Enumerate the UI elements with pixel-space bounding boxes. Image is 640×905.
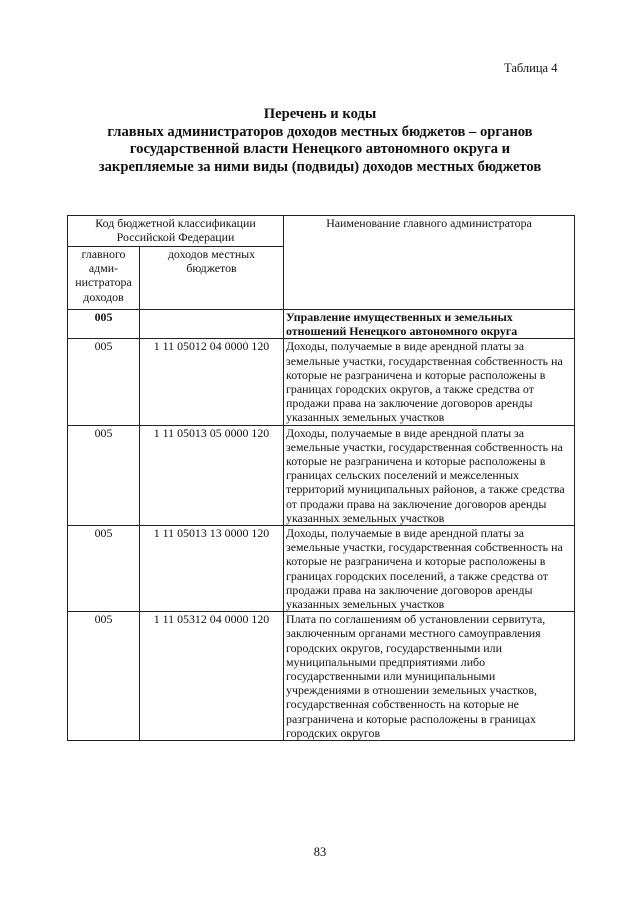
title-line: государственной власти Ненецкого автономного округа и bbox=[129, 141, 511, 157]
admin-code-cell: 005 bbox=[68, 425, 140, 525]
income-code-cell: 1 11 05013 05 0000 120 bbox=[140, 425, 284, 525]
income-code-cell: 1 11 05312 04 0000 120 bbox=[140, 612, 284, 741]
title-line: главных администраторов доходов местных бюджетов – органов bbox=[107, 123, 533, 140]
header-budget-classification: Код бюджетной классификации Российской Федерации bbox=[68, 216, 284, 247]
header-main-admin-code: главного адми-нистратора доходов bbox=[68, 247, 140, 310]
section-income-code bbox=[140, 310, 284, 339]
admin-code-cell: 005 bbox=[68, 339, 140, 425]
table-row bbox=[68, 526, 575, 612]
section-administrator-name: Управление имущественных и земельных отношений Ненецкого автономного округа bbox=[284, 310, 575, 339]
admin-codes-table bbox=[67, 215, 575, 741]
title-line: закрепляемые за ними виды (подвиды) доходов местных бюджетов bbox=[98, 158, 542, 175]
income-name-cell: Доходы, получаемые в виде арендной платы за земельные участки, государственная собственность на которые не разграничена и которые расположены в границах сельских поселений и межселенных территорий муниципальных районов, а также средства от продажи права на заключение договоров аренды указанных земельных участков bbox=[284, 425, 575, 525]
income-code-cell: 1 11 05012 04 0000 120 bbox=[140, 339, 284, 425]
table-label: Таблица 4 bbox=[504, 61, 558, 75]
income-name-cell: Доходы, получаемые в виде арендной платы за земельные участки, государственная собственность на которые не разграничена и которые расположены в границах городских округов, а также средства от продажи права на заключение договоров аренды указанных земельных участков bbox=[284, 339, 575, 425]
section-admin-code: 005 bbox=[68, 310, 140, 339]
header-administrator-name: Наименование главного администратора bbox=[284, 216, 575, 310]
header-income-code: доходов местных бюджетов bbox=[140, 247, 284, 310]
table-row bbox=[68, 425, 575, 525]
page-number: 83 bbox=[313, 845, 327, 859]
header-row bbox=[68, 216, 575, 247]
admin-code-cell: 005 bbox=[68, 612, 140, 741]
income-name-cell: Доходы, получаемые в виде арендной платы за земельные участки, государственная собственность на которые не разграничена и которые расположены в границах городских поселений, а также средства от продажи права на заключение договоров аренды указанных земельных участков bbox=[284, 526, 575, 612]
title-line: Перечень и коды bbox=[263, 106, 377, 122]
table-row bbox=[68, 339, 575, 425]
document-title bbox=[60, 106, 580, 176]
table-row bbox=[68, 612, 575, 741]
admin-code-cell: 005 bbox=[68, 526, 140, 612]
section-row bbox=[68, 310, 575, 339]
income-code-cell: 1 11 05013 13 0000 120 bbox=[140, 526, 284, 612]
income-name-cell: Плата по соглашениям об установлении сервитута, заключенным органами местного самоуправления городских округов, государственными или муниципальными предприятиями либо государственными или муниципальными учреждениями в отношении земельных участков, государственная собственность на которые не разграничена и которые расположены в границах городских округов bbox=[284, 612, 575, 741]
